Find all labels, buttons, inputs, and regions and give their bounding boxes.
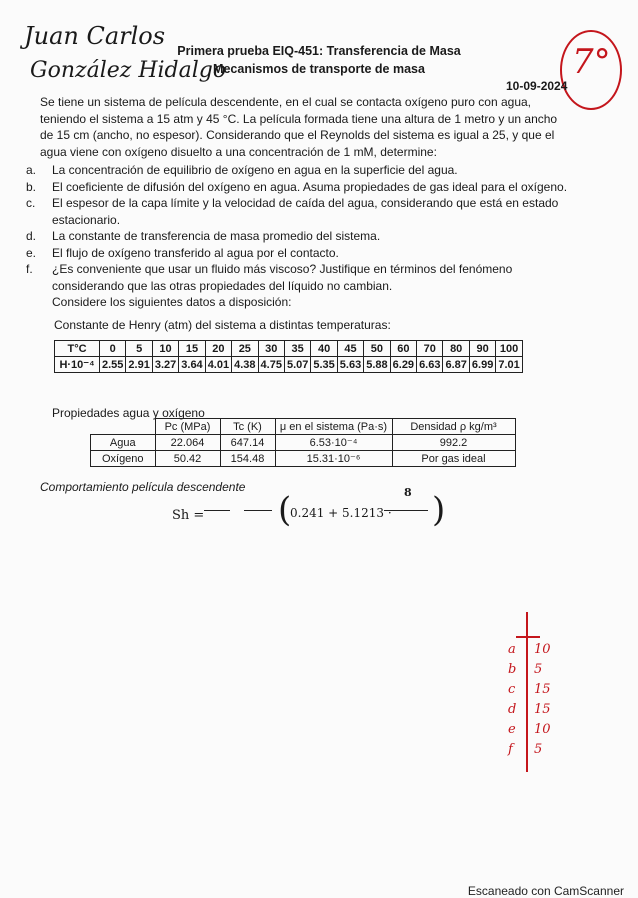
tally-top-line [516,636,540,638]
tally-label: f [508,742,513,757]
props-header: Densidad ρ kg/m³ [392,419,515,435]
student-name-line1: Juan Carlos [24,22,166,50]
tally-points: 10 [534,722,551,737]
props-name: Agua [91,435,156,451]
henry-temp-cell: 35 [284,341,310,357]
henry-value-cell: 5.63 [337,357,363,373]
question-text: El coeficiente de difusión del oxígeno en agua. Asuma propiedades de gas ideal para el oxígeno. [52,179,568,194]
problem-statement: Se tiene un sistema de película descendente, en el cual se contacta oxígeno puro con agua, teniendo el sistema a 15 atm y 45 °C. La película formada tiene una altura de 1 metro y un ancho de 15 cm (ancho, no espesor). Considerando que el Reynolds del sistema es igual a 25, y que el agua viene con oxígeno disuelto a una concentración de 1 mM, determine: [40,95,558,159]
question-list [26,162,568,311]
henry-temp-cell: 30 [258,341,284,357]
henry-temp-cell: 90 [469,341,495,357]
film-caption: Comportamiento película descendente [40,480,246,494]
henry-value-cell: 3.27 [152,357,178,373]
formula-fraction-2 [244,498,272,511]
question-text: El espesor de la capa límite y la velocidad de caída del agua, considerando que está en estado estacionario. [52,196,559,227]
props-row [91,451,516,467]
question-label: a. [26,163,37,177]
props-header: Tc (K) [220,419,275,435]
scanner-footer: Escaneado con CamScanner [467,884,624,898]
henry-value-cell: 5.88 [364,357,390,373]
formula-paren-close: ) [432,490,446,530]
tally-label: b [508,662,517,677]
props-rho: 992.2 [392,435,515,451]
henry-table [54,340,523,373]
grade-mark: 7° [572,42,611,82]
question-label: f. [26,262,33,276]
henry-temp-cell: 80 [443,341,469,357]
henry-value-cell: 7.01 [496,357,522,373]
tally-points: 15 [534,702,551,717]
henry-value-cell: 2.91 [126,357,152,373]
question-text: El flujo de oxígeno transferido al agua por el contacto. [52,245,339,260]
question-item [26,245,568,262]
question-text: La concentración de equilibrio de oxígeno en agua en la superficie del agua. [52,163,458,177]
props-header: Pc (MPa) [155,419,220,435]
tally-points: 15 [534,682,551,697]
henry-temp-cell: 40 [311,341,337,357]
tally-rows [500,642,580,762]
henry-value-cell: 5.35 [311,357,337,373]
question-label: e. [26,245,37,260]
props-header-row [91,419,516,435]
formula-lhs: Sh = [172,508,205,523]
tally-row [500,742,580,762]
question-label: c. [26,196,36,210]
formula-fraction-1 [204,498,230,511]
props-mu: 6.53·10⁻⁴ [275,435,392,451]
formula-paren-open: ( [278,490,292,530]
formula-eight: 8 [404,486,412,499]
question-text: La constante de transferencia de masa promedio del sistema. [52,229,381,243]
question-label: b. [26,179,37,194]
henry-temp-cell: 0 [100,341,126,357]
henry-row-label: T°C [55,341,100,357]
props-row [91,435,516,451]
henry-row-label: H·10⁻⁴ [55,357,100,373]
tally-row [500,682,580,702]
henry-temp-cell: 50 [364,341,390,357]
props-header: μ en el sistema (Pa·s) [275,419,392,435]
henry-temp-cell: 20 [205,341,231,357]
tally-row [500,642,580,662]
score-tally [500,612,580,772]
consider-text: Considere los siguientes datos a disposición: [52,295,292,309]
henry-temp-cell: 5 [126,341,152,357]
formula-frac-bar [384,510,428,511]
tally-row [500,662,580,682]
tally-label: c [508,682,516,697]
henry-temp-cell: 60 [390,341,416,357]
henry-caption: Constante de Henry (atm) del sistema a distintas temperaturas: [54,318,391,332]
tally-label: d [508,702,517,717]
henry-temp-cell: 100 [496,341,522,357]
henry-value-row [55,357,523,373]
henry-temp-cell: 25 [232,341,258,357]
question-text: ¿Es conveniente que usar un fluido más viscoso? Justifique en términos del fenómeno considerando que las otras propiedades del líquido no cambian. [52,262,513,293]
props-tc: 154.48 [220,451,275,467]
exam-title: Primera prueba EIQ-451: Transferencia de Masa [177,44,461,58]
henry-value-cell: 5.07 [284,357,310,373]
props-pc: 22.064 [155,435,220,451]
henry-value-cell: 6.99 [469,357,495,373]
properties-table [90,418,516,467]
henry-temp-cell: 45 [337,341,363,357]
henry-value-cell: 4.38 [232,357,258,373]
props-rho: Por gas ideal [392,451,515,467]
exam-date: 10-09-2024 [506,79,568,93]
henry-value-cell: 6.29 [390,357,416,373]
question-item [26,195,568,228]
henry-temp-cell: 70 [417,341,443,357]
henry-value-cell: 6.63 [417,357,443,373]
henry-value-cell: 3.64 [179,357,205,373]
props-tc: 647.14 [220,435,275,451]
henry-temp-cell: 10 [152,341,178,357]
tally-label: e [508,722,516,737]
question-item [26,179,568,196]
formula-middle: 0.241 + 5.1213 · [290,506,392,520]
tally-points: 5 [534,662,543,677]
question-item [26,228,568,245]
props-mu: 15.31·10⁻⁶ [275,451,392,467]
question-item [26,162,568,179]
student-name-line2: González Hidalgo [30,58,227,83]
henry-value-cell: 4.01 [205,357,231,373]
film-formula [172,486,462,538]
henry-temperature-row [55,341,523,357]
henry-value-cell: 4.75 [258,357,284,373]
henry-value-cell: 6.87 [443,357,469,373]
exam-subtitle: Mecanismos de transporte de masa [213,62,425,76]
props-pc: 50.42 [155,451,220,467]
props-name: Oxígeno [91,451,156,467]
tally-row [500,702,580,722]
props-empty-cell [91,419,156,435]
henry-temp-cell: 15 [179,341,205,357]
henry-value-cell: 2.55 [100,357,126,373]
tally-label: a [508,642,516,657]
props-caption: Propiedades agua y oxígeno [52,406,205,420]
tally-points: 10 [534,642,551,657]
tally-row [500,722,580,742]
question-label: d. [26,229,37,243]
tally-points: 5 [534,742,543,757]
question-item [26,261,568,294]
